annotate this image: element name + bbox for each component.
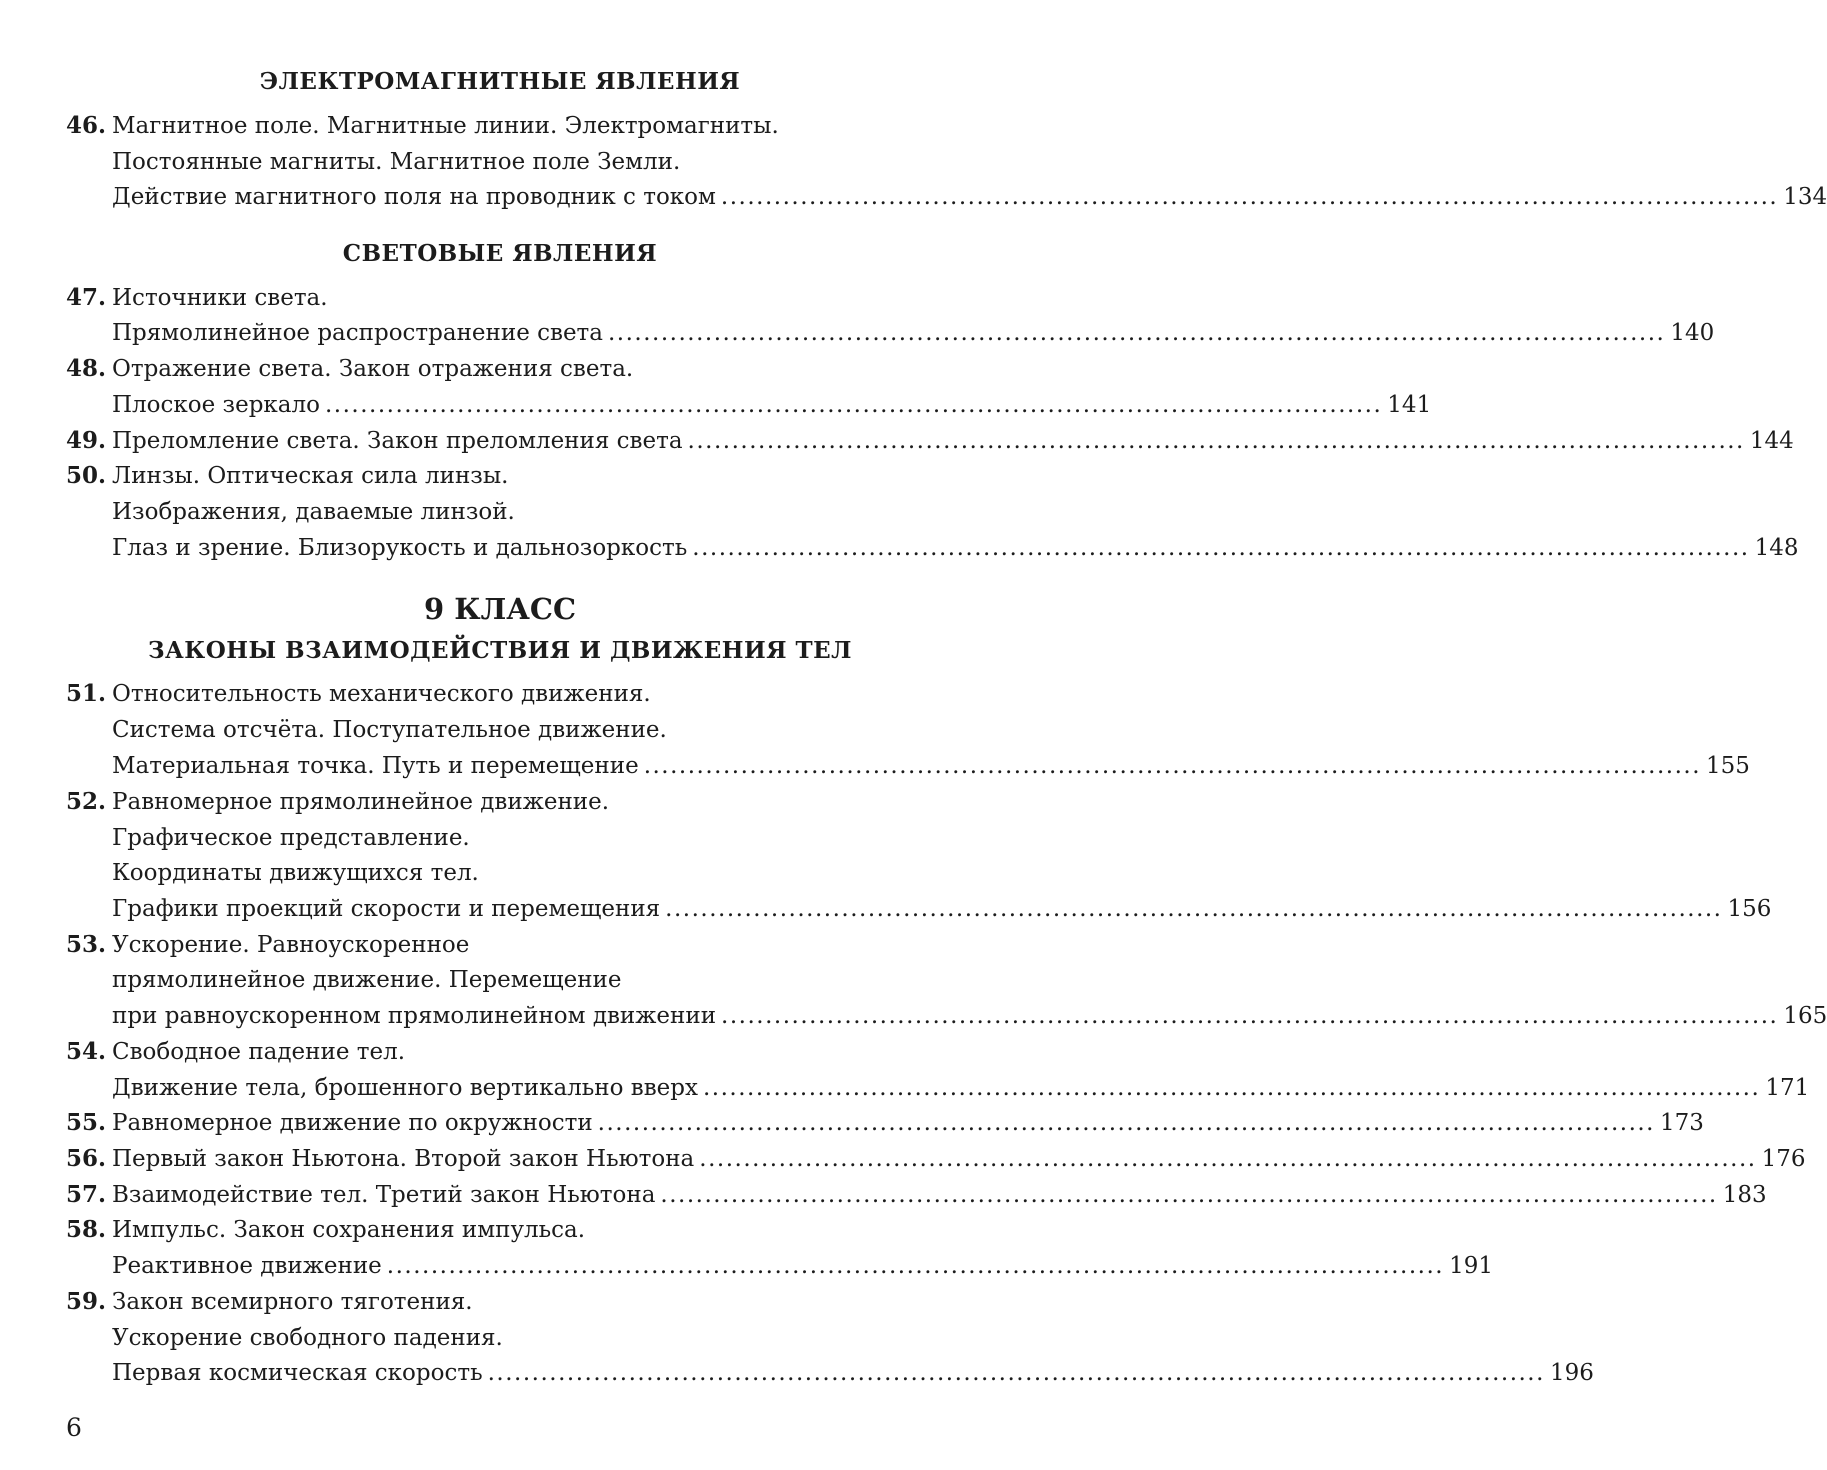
toc-entry-47[interactable]: Прямолинейное распространение света ........................................................................................................................ 140 (112, 315, 893, 351)
toc-entry-59[interactable]: Первая космическая скорость ........................................................................................................................ 196 (112, 1355, 893, 1391)
entry-number: 47. (66, 284, 107, 311)
leader-dots: ........................................................................................................................ (702, 1075, 1761, 1101)
leader-dots: ........................................................................................................................ (660, 1182, 1718, 1208)
page-ref: 155 (1706, 753, 1750, 779)
entry-line: Изображения, даваемые линзой. (112, 499, 515, 525)
leader-dots: ........................................................................................................................ (699, 1146, 1757, 1172)
entry-line: Ускорение свободного падения. (112, 1325, 503, 1351)
entry-number: 57. (66, 1181, 107, 1208)
leader-dots: ........................................................................................................................ (487, 1360, 1545, 1386)
toc-entry-48[interactable]: Плоское зеркало ........................................................................................................................ 141 (112, 387, 893, 423)
entry-number: 58. (66, 1216, 107, 1243)
entry-line: прямолинейное движение. Перемещение (112, 967, 622, 993)
entry-number: 55. (66, 1109, 107, 1136)
entry-line: Импульс. Закон сохранения импульса. (112, 1217, 586, 1243)
leader-dots: ........................................................................................................................ (597, 1110, 1655, 1136)
leader-dots: ........................................................................................................................ (386, 1253, 1445, 1279)
entry-number: 48. (66, 355, 107, 382)
section-title-electromagnetic: ЭЛЕКТРОМАГНИТНЫЕ ЯВЛЕНИЯ (259, 68, 741, 95)
entry-line: Графическое представление. (112, 825, 470, 851)
section-title-light: СВЕТОВЫЕ ЯВЛЕНИЯ (342, 240, 658, 267)
leader-dots: ........................................................................................................................ (721, 1003, 1779, 1029)
entry-line: Источники света. (112, 285, 328, 311)
entry-line: Закон всемирного тяготения. (112, 1289, 473, 1315)
toc-entry-56[interactable]: Первый закон Ньютона. Второй закон Ньютона ........................................................................................................................ 176 (112, 1141, 893, 1177)
toc-entry-50[interactable]: Глаз и зрение. Близорукость и дальнозоркость ........................................................................................................................ 148 (112, 530, 893, 566)
page-ref: 183 (1722, 1182, 1767, 1208)
toc-entry-51[interactable]: Материальная точка. Путь и перемещение ........................................................................................................................ 155 (112, 748, 893, 784)
page-ref: 144 (1749, 428, 1794, 454)
page-ref: 134 (1783, 184, 1827, 210)
page-ref: 173 (1660, 1110, 1704, 1136)
entry-number: 53. (66, 931, 107, 958)
toc-entry-52[interactable]: Графики проекций скорости и перемещения ........................................................................................................................ 156 (112, 891, 893, 927)
entry-line: Отражение света. Закон отражения света. (112, 356, 634, 382)
entry-line: Свободное падение тел. (112, 1039, 406, 1065)
page-ref: 165 (1783, 1003, 1827, 1029)
entry-line: Относительность механического движения. (112, 681, 651, 707)
page-number: 6 (66, 1413, 82, 1442)
entry-line: Постоянные магниты. Магнитное поле Земли. (112, 149, 681, 175)
toc-entry-49[interactable]: Преломление света. Закон преломления света ........................................................................................................................ 144 (112, 423, 893, 459)
section-title-laws: ЗАКОНЫ ВЗАИМОДЕЙСТВИЯ И ДВИЖЕНИЯ ТЕЛ (147, 637, 853, 664)
leader-dots: ........................................................................................................................ (720, 184, 1779, 210)
page-ref: 148 (1754, 535, 1799, 561)
leader-dots: ........................................................................................................................ (324, 392, 1383, 418)
leader-dots: ........................................................................................................................ (687, 428, 1745, 454)
entry-line: Ускорение. Равноускоренное (112, 932, 470, 958)
toc-entry-57[interactable]: Взаимодействие тел. Третий закон Ньютона ........................................................................................................................ 183 (112, 1177, 893, 1213)
entry-line: Магнитное поле. Магнитные линии. Электромагниты. (112, 113, 779, 139)
toc-entry-53[interactable]: при равноускоренном прямолинейном движении ........................................................................................................................ 165 (112, 998, 893, 1034)
page-ref: 191 (1449, 1253, 1493, 1279)
entry-number: 59. (66, 1288, 107, 1315)
entry-number: 52. (66, 788, 107, 815)
page-ref: 140 (1670, 320, 1715, 346)
entry-line: Система отсчёта. Поступательное движение. (112, 717, 667, 743)
entry-number: 54. (66, 1038, 107, 1065)
grade-title: 9 КЛАСС (423, 592, 577, 626)
entry-number: 50. (66, 462, 107, 489)
leader-dots: ........................................................................................................................ (692, 535, 1750, 561)
page-ref: 156 (1727, 896, 1772, 922)
page-ref: 141 (1387, 392, 1432, 418)
toc-entry-55[interactable]: Равномерное движение по окружности ........................................................................................................................ 173 (112, 1105, 893, 1141)
entry-line: Равномерное прямолинейное движение. (112, 789, 610, 815)
entry-number: 49. (66, 427, 107, 454)
entry-number: 56. (66, 1145, 107, 1172)
leader-dots: ........................................................................................................................ (608, 320, 1666, 346)
entry-number: 46. (66, 112, 107, 139)
entry-number: 51. (66, 680, 107, 707)
toc-entry-54[interactable]: Движение тела, брошенного вертикально вверх ........................................................................................................................ 171 (112, 1070, 893, 1106)
leader-dots: ........................................................................................................................ (665, 896, 1723, 922)
page-ref: 171 (1765, 1075, 1810, 1101)
entry-line: Линзы. Оптическая сила линзы. (112, 463, 509, 489)
page-ref: 196 (1549, 1360, 1594, 1386)
toc-entry-46[interactable]: Действие магнитного поля на проводник с током ........................................................................................................................ 134 (112, 179, 893, 215)
leader-dots: ........................................................................................................................ (643, 753, 1702, 779)
entry-line: Координаты движущихся тел. (112, 860, 479, 886)
page-ref: 176 (1761, 1146, 1806, 1172)
toc-entry-58[interactable]: Реактивное движение ........................................................................................................................ 191 (112, 1248, 893, 1284)
